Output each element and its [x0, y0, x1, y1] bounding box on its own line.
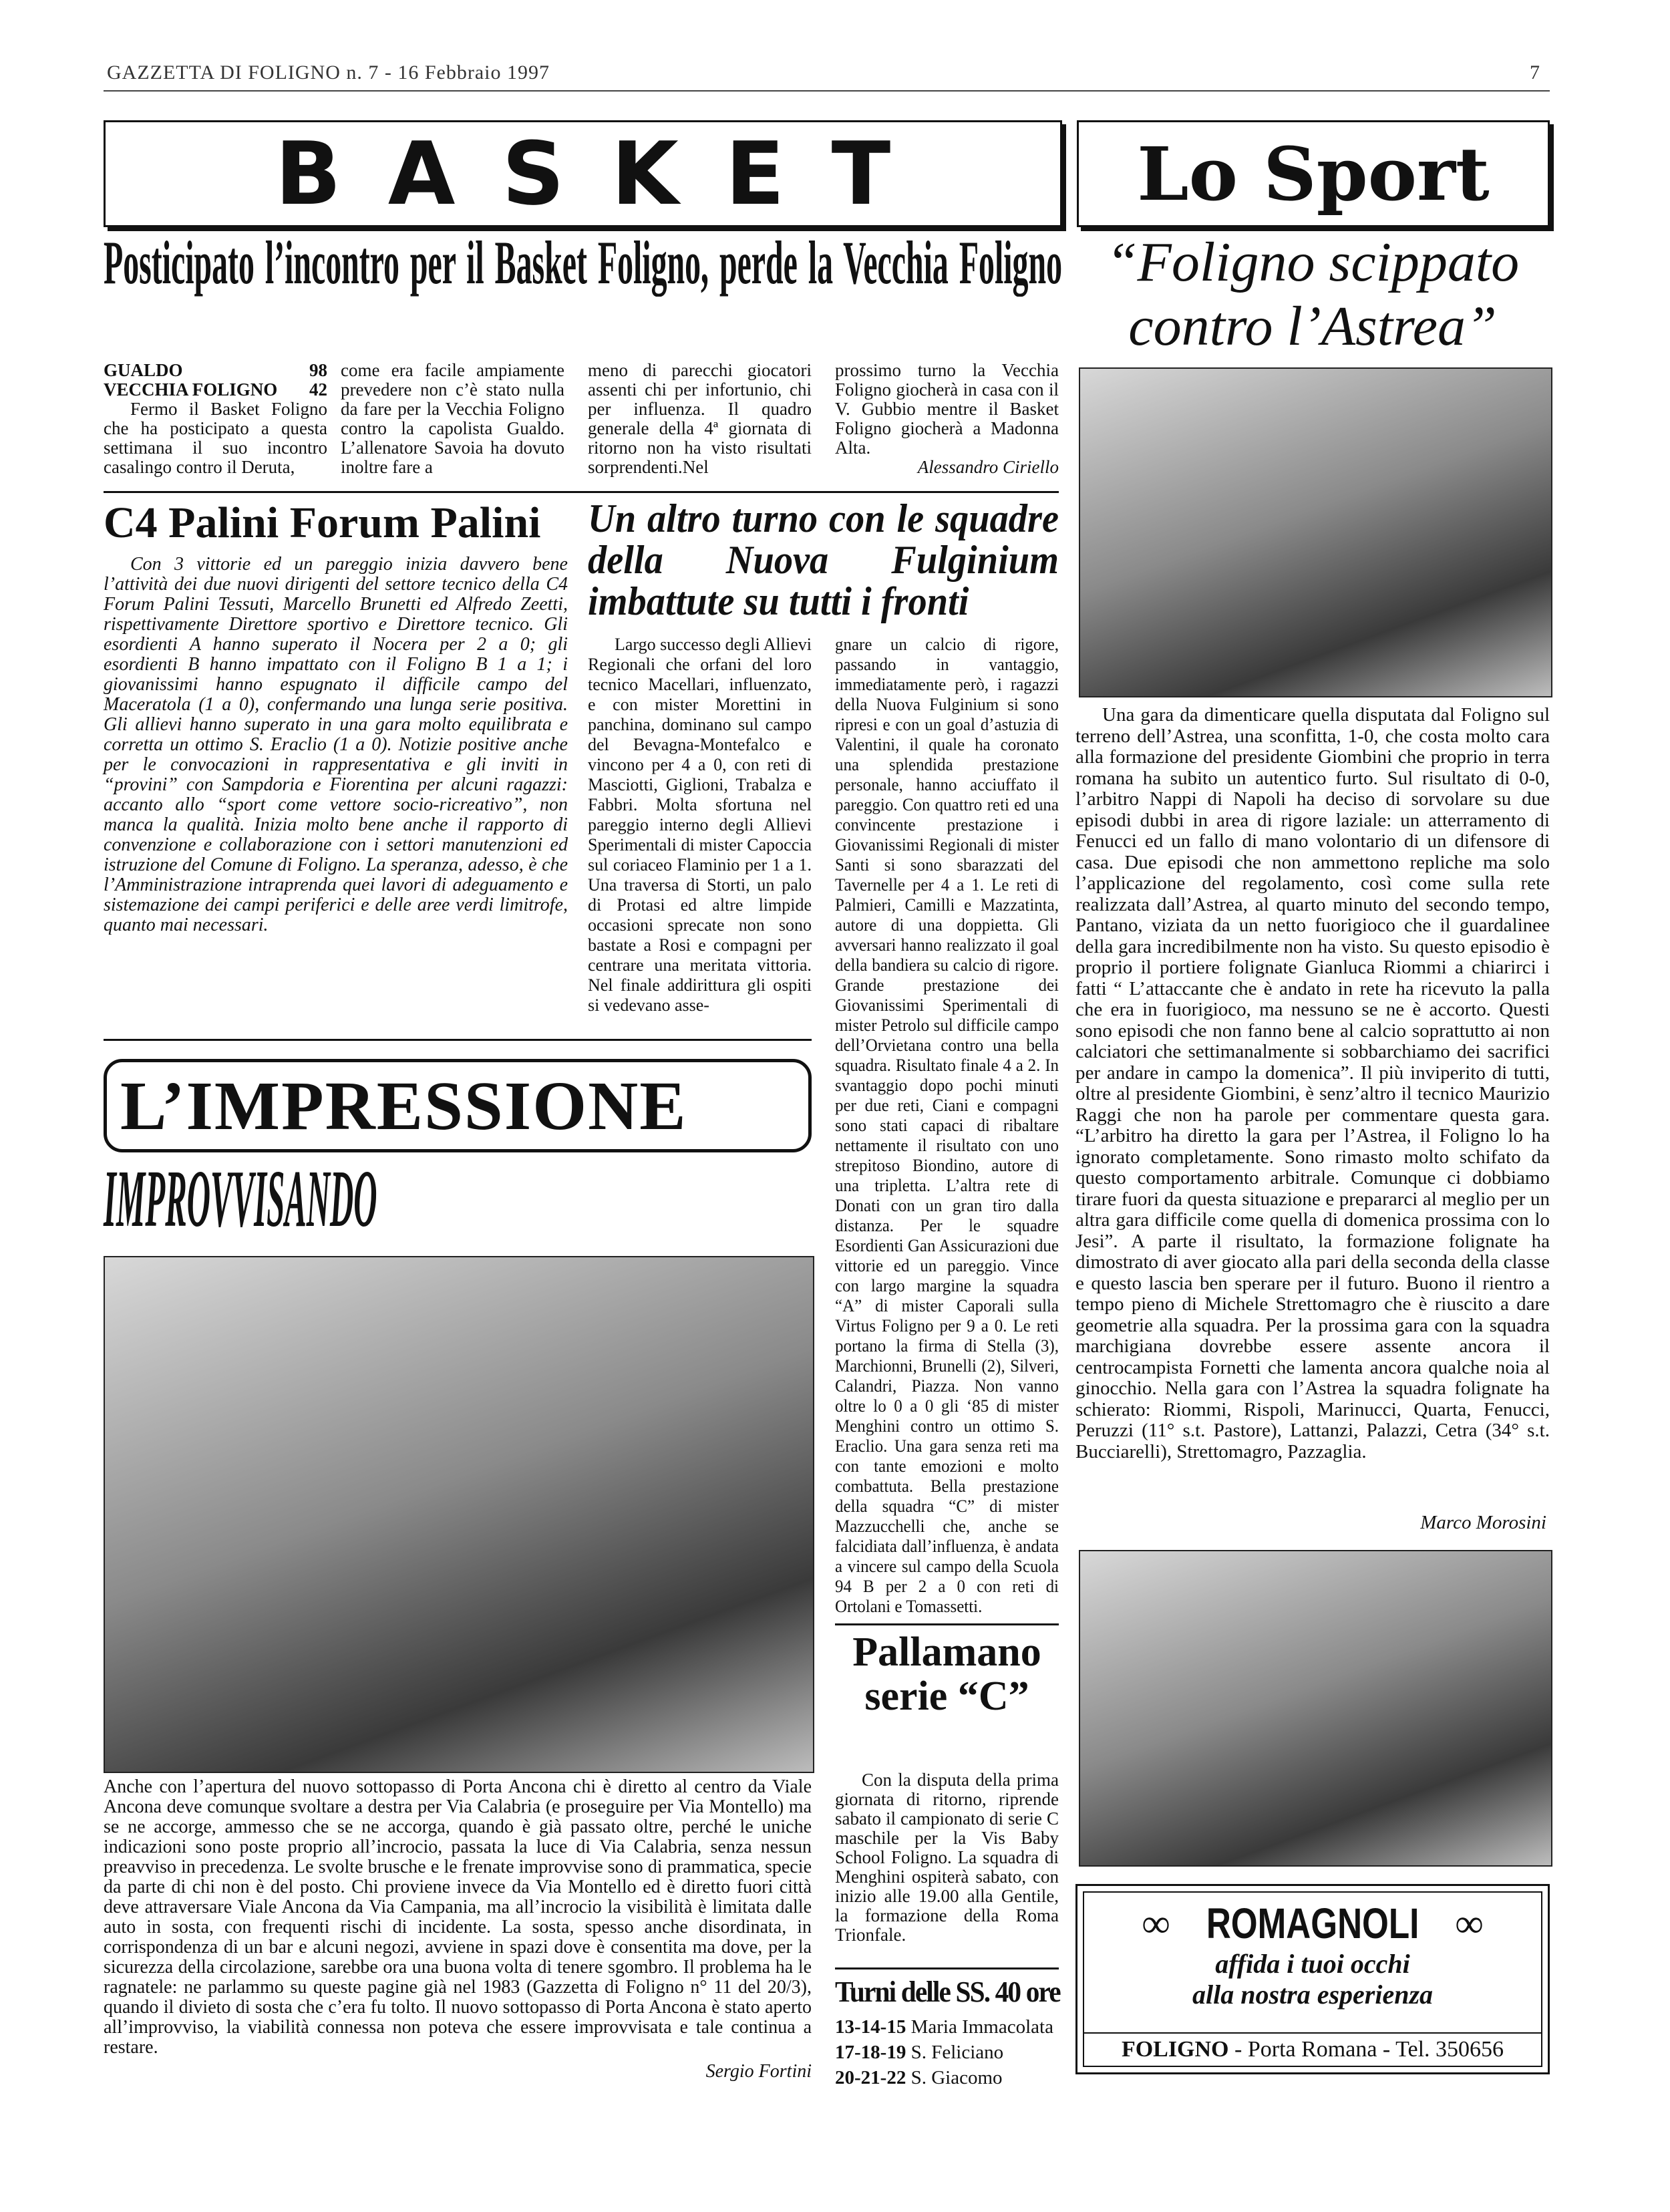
rubric-title: L’IMPRESSIONE — [120, 1067, 687, 1144]
church: Maria Immacolata — [910, 2016, 1053, 2038]
masthead: GAZZETTA DI FOLIGNO n. 7 - 16 Febbraio 1997 — [107, 61, 550, 84]
article-column: come era facile ampiamente prevedere non c’è stato nulla da fare per la Vecchia Foligno contro la capolista Gualdo. L’allenatore Savoia ha dovuto inoltre fare a — [341, 360, 564, 477]
page-number: 7 — [1530, 61, 1540, 84]
headline: C4 Palini Forum Palini — [104, 498, 541, 547]
divider — [104, 1039, 812, 1041]
author: Marco Morosini — [1420, 1512, 1546, 1533]
score: 98 — [309, 360, 327, 380]
schedule-row — [835, 2065, 1062, 2090]
days: 13-14-15 — [835, 2016, 906, 2038]
author: Alessandro Ciriello — [917, 457, 1059, 477]
article-column: gnare un calcio di rigore, passando in vantaggio, immediatamente però, i ragazzi della Nuova Fulginium si sono ripresi e con un goal d’astuzia di Valentini, il quale ha coronato una splendida prestazione personale, hanno acciuffato il pareggio. Con quattro reti ed una convincente prestazione i Giovanissimi Regionali di mister Santi si sono sbarazzati del Tavernelle per 4 a 1. Le reti di Palmieri, Camilli e Mazzatinta, autore di una doppietta. Gli avversari hanno realizzato il goal della bandiera su calcio di rigore. Grande prestazione dei Giovanissimi Sperimentali di mister Petrolo sul difficile campo dell’Orvietana contro una bella squadra. Risultato finale 4 a 2. In svantaggio dopo pochi minuti per due reti, Ciani e compagni sono stati capaci di ribaltare nettamente il risultato con uno strepitoso Biondino, autore di una tripletta. L’altra rete di Donati con un gran tiro dalla distanza. Per le squadre Esordienti Gan Assicurazioni due vittorie ed un pareggio. Vince con largo margine la squadra “A” di mister Caporali sulla Virtus Foligno per 9 a 0. Le reti portano la firma di Stella (3), Marchionni, Brunelli (2), Silveri, Calandri, Piazza. Non vanno oltre lo 0 a 0 gli ‘85 di mister Menghini contro un ottimo S. Eraclio. Una gara senza reti ma con tante emozioni e molto combattuta. Bella prestazione della squadra “C” di mister Mazzucchelli che, anche se falcidiata dall’influenza, è andata a vincere sul campo della Scuola 94 B per 2 a 0 con reti di Ortolani e Tomassetti. — [835, 635, 1059, 1616]
slogan-line: alla nostra esperienza — [1192, 1980, 1434, 2010]
glasses-icon: ∞ — [1142, 1901, 1170, 1945]
score-row — [104, 380, 327, 400]
section-banner-lo-sport — [1077, 120, 1550, 227]
schedule-row — [835, 2014, 1062, 2040]
article-column — [104, 361, 327, 477]
slogan-line: affida i tuoi occhi — [1215, 1949, 1410, 1979]
optician-ad — [1075, 1884, 1550, 2074]
article-column: Largo successo degli Allievi Regionali che orfani del loro tecnico Macellari, influenzato, e con mister Morettini in panchina, dominano sul campo del Bevagna-Montefalco e vincono per 4 a 0, con reti di Masciotti, Giglioni, Trabalza e Fabbri. Molta sfortuna nel pareggio interno degli Allievi Sperimentali di mister Capoccia sul coriaceo Flaminio per 1 a 1. Una traversa di Storti, un palo di Protasi ed altre limpide occasioni sprecate non sono bastate a Rosi e compagni per centrare una meritata vittoria. Nel finale addirittura gli ospiti si vedevano asse- — [588, 635, 812, 1015]
article-column: meno di parecchi giocatori assenti chi per infortunio, chi per influenza. Il quadro generale della 4ª giornata di ritorno non ha visto risultati sorprendenti.Nel — [588, 360, 812, 477]
body-text: Anche con l’apertura del nuovo sottopasso di Porta Ancona chi è diretto al centro da Viale Ancona deve comunque svoltare a destra per Via Calabria (e proseguire per Via Montello) ma se ne accorge, ammesso che se ne accorga, quando è già passato oltre, perché le uniche indicazioni sono poste proprio all’incrocio, passata la luce di Via Calabria, senza nessun preavviso in precedenza. Le svolte brusche e le frenate improvvise sono di prammatica, specie da parte di chi non è del posto. Chi proviene invece da Via Montello ed è diretto fuori città deve attraversare Viale Ancona da Via Campania, ma all’incrocio la visibilità è limitata dalle auto in sosta, con frequenti rischi di incidente. La sosta, spesso anche disordinata, in corrispondenza di un bar e alcuni negozi, avviene in spazi dove è consentita ma dove, per la sicurezza della circolazione, sarebbe ora una buona volta di tenere sgombro. Il problema ha le ragnatele: ne parlammo su queste pagine già nel 1983 (Gazzetta di Foligno n° 11 del 20/3), quando il divieto di sosta che c’era fu tolto. Il nuovo sottopasso di Porta Ancona è stato aperto all’improvviso, la viabilità connessa non poteva che essere improvvisata e tale continua a restare. — [104, 1776, 812, 2058]
church: S. Feliciano — [910, 2042, 1004, 2063]
schedule-row — [835, 2040, 1062, 2065]
section-title: Lo Sport — [1137, 130, 1490, 217]
brand-name: ROMAGNOLI — [1206, 1899, 1420, 1947]
street-photo — [104, 1256, 814, 1773]
score-row — [104, 361, 327, 380]
article-body: Con la disputa della prima giornata di ritorno, riprende sabato il campionato di serie C maschile per la Vis Baby School Foligno. La squadra di Menghini ospiterà sabato, con inizio alle 19.00 alla Gentile, la formazione della Roma Trionfale. — [835, 1770, 1059, 1945]
stadium-fans-photo — [1079, 1550, 1552, 1867]
team: GUALDO — [104, 360, 183, 380]
score: 42 — [309, 379, 327, 400]
header-rule — [104, 90, 1550, 92]
rubric-box — [104, 1059, 812, 1152]
article-column — [835, 361, 1059, 477]
article-body: Con 3 vittorie ed un pareggio inizia davvero bene l’attività dei due nuovi dirigenti del settore tecnico della C4 Forum Palini Tessuti, Marcello Brunetti ed Alfredo Zeetti, rispettivamente Direttore sportivo e Direttore tecnico. Gli esordienti A hanno superato il Nocera per 2 a 0; gli esordienti B hanno impattato con il Foligno B 1 a 1; i giovanissimi hanno espugnato il difficile campo del Maceratola (1 a 0), confermando una lunga serie positiva. Gli allievi hanno superato in una gara molto equilibrata e corretta un ottimo S. Eraclio (1 a 0). Notizie positive anche per le convocazioni in rappresentativa e gli inviti in “provini” con Sampdoria e Fiorentina per alcuni ragazzi: accanto allo “sport come vettore socio-ricreativo”, non manca la qualità. Inizia molto bene anche il rapporto di convenzione e collaborazione con i settori manutenzioni ed istruzione del Comune di Foligno. La speranza, adesso, è che l’Amministrazione intraprenda quei lavori di adeguamento e sistemazione dei campi periferici e delle aree verdi limitrofe, quanto mai necessari. — [104, 554, 568, 935]
headline: “Foligno scippato contro l’Astrea” — [1106, 231, 1520, 357]
headline: Posticipato l’incontro per il Basket Foligno, perde la Vecchia Foligno — [104, 228, 1062, 297]
glasses-icon: ∞ — [1455, 1901, 1484, 1945]
article-body — [104, 1777, 812, 2082]
headline: Pallamano serie “C” — [852, 1629, 1041, 1719]
section-banner-basket — [104, 120, 1062, 227]
slogan — [1084, 1949, 1541, 2010]
days: 17-18-19 — [835, 2042, 906, 2063]
press-box-photo — [1079, 367, 1552, 697]
section-title: BASKET — [275, 123, 938, 224]
address: - Porta Romana - Tel. 350656 — [1228, 2037, 1504, 2062]
team: VECCHIA FOLIGNO — [104, 379, 278, 400]
city: FOLIGNO — [1121, 2037, 1229, 2062]
column-text: Fermo il Basket Foligno che ha posticipato a questa settimana il suo incontro casalingo contro il Deruta, — [104, 399, 327, 477]
church: S. Giacomo — [910, 2067, 1003, 2088]
divider — [104, 491, 1059, 493]
divider — [835, 1623, 1059, 1625]
ad-address — [1084, 2032, 1541, 2066]
schedule-list — [835, 2014, 1062, 2090]
headline: Turni delle SS. 40 ore — [835, 1976, 1060, 2008]
author: Sergio Fortini — [705, 2061, 812, 2082]
headline: Un altro turno con le squadre della Nuova Fulginium imbattute su tutti i fronti — [588, 496, 1059, 623]
headline: IMPROVVISANDO — [104, 1154, 377, 1244]
days: 20-21-22 — [835, 2067, 906, 2088]
article-body: Una gara da dimenticare quella disputata dal Foligno sul terreno dell’Astrea, una sconfitta, 1-0, che costa molto cara alla formazione del presidente Giombini che proprio in terra romana ha subito un autentico furto. Sul risultato di 0-0, l’arbitro Nappi di Napoli ha deciso di sorvolare su due episodi dubbi in area di rigore laziale: un atterramento di Fenucci ed un fallo di mano volontario di un difensore di casa. Due episodi che non ammettono repliche ma solo l’applicazione del regolamento, così come sulla rete realizzata dall’Astrea, al quarto minuto del secondo tempo, Pantano, viziata da un netto fuorigioco che il guardalinee della gara incredibilmente non ha visto. Su questo episodio è proprio il portiere folignate Gianluca Riommi a chiarirci i fatti “ L’attaccante che è andato in rete ha ricevuto la palla che era in fuorigioco, ma nessuno se ne è accorto. Questi sono episodi che non fanno bene al calcio soprattutto ai non calciatori che settimanalmente si sobbarchiamo dei sacrifici per andare in campo la domenica”. Il più inviperito di tutti, oltre al presidente Giombini, è senz’altro il tecnico Maurizio Raggi che non ha parole per commentare questa gara. “L’arbitro ha diretto la gara per l’Astrea, il Foligno lo ha ignorato completamente. Sono rimasto molto schifato da questo comportamento arbitrale. Comunque ci dobbiamo tirare fuori da questa situazione e prepararci al meglio per un altra gara difficile come quella di domenica prossima con lo Jesi”. A parte il risultato, la formazione folignate ha dimostrato di aver giocato alla pari della seconda della classe e questo lascia ben sperare per il futuro. Buono il rientro a tempo pieno di Michele Strettomagro che è riuscito a dare geometrie alla squadra. Per la prossima gara con la squadra marchigiana dovrebbe essere assente ancora il centrocampista Fornetti che lamenta ancora qualche noia al ginocchio. Nella gara con l’Astrea la squadra folignate ha schierato: Riommi, Rispoli, Marinucci, Quarta, Fenucci, Peruzzi (11° s.t. Pastore), Lattanzi, Palazzi, Cetra (34° s.t. Bucciarelli), Strettomagro, Pazzaglia. — [1075, 704, 1550, 1462]
column-text: prossimo turno la Vecchia Foligno giocherà in casa con il V. Gubbio mentre il Basket Foligno giocherà a Madonna Alta. — [835, 360, 1059, 458]
divider — [835, 1967, 1059, 1969]
